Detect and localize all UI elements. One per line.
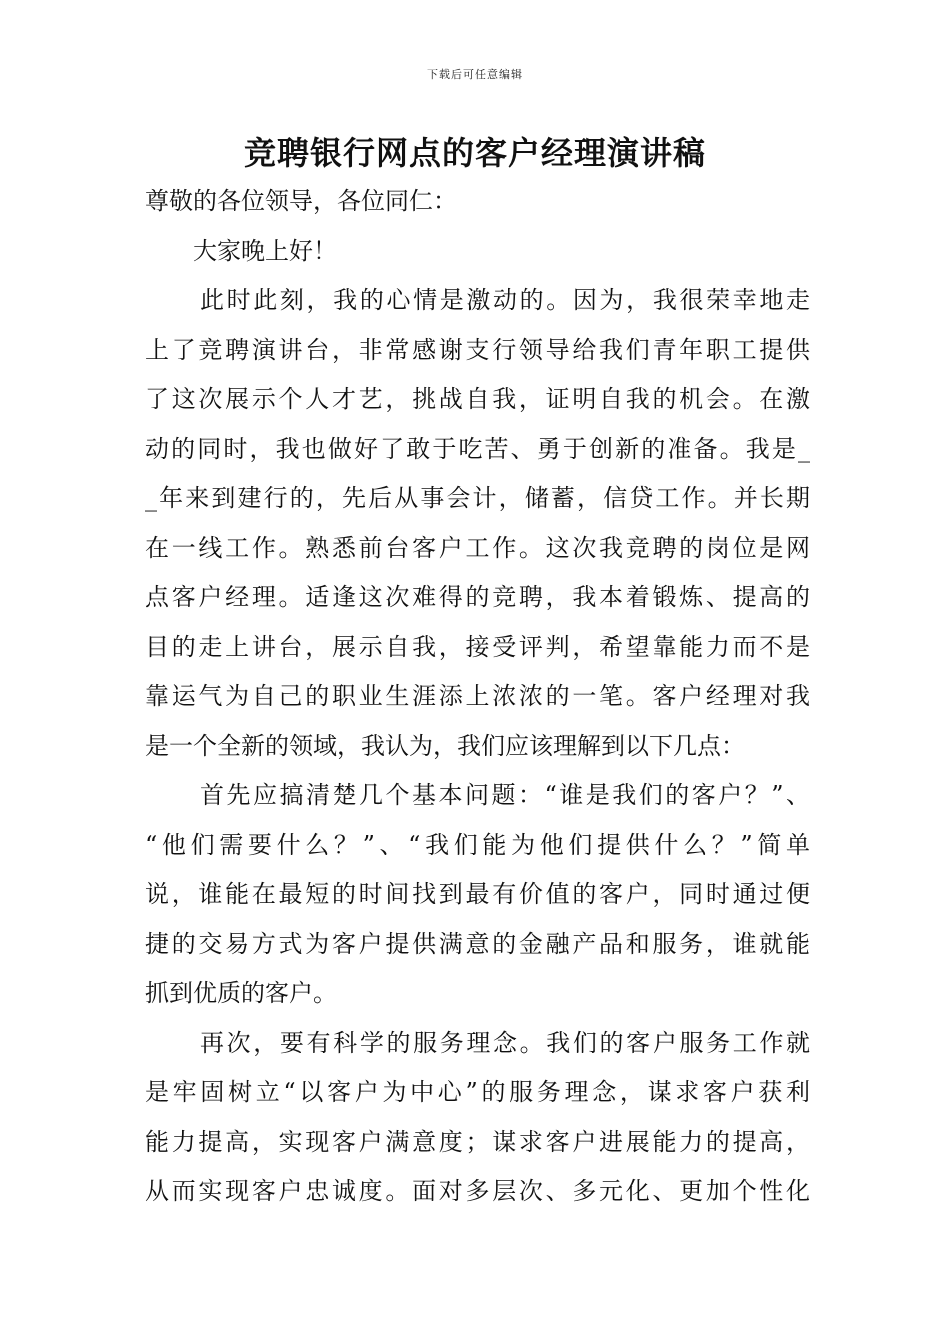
paragraph-1-line-10: 是一个全新的领域，我认为，我们应该理解到以下几点： bbox=[145, 731, 745, 760]
header-note: 下载后可任意编辑 bbox=[427, 68, 523, 81]
paragraph-1-line-9: 靠运气为自己的职业生涯添上浓浓的一笔。客户经理对我 bbox=[145, 682, 810, 710]
paragraph-1-line-5: _年来到建行的，先后从事会计，储蓄，信贷工作。并长期 bbox=[145, 484, 810, 512]
paragraph-3-line-2: 是牢固树立“以客户为中心”的服务理念，谋求客户获利 bbox=[145, 1078, 810, 1106]
paragraph-1-line-7: 点客户经理。适逢这次难得的竞聘，我本着锻炼、提高的 bbox=[145, 583, 810, 611]
paragraph-2-line-1: 首先应搞清楚几个基本问题：“谁是我们的客户？”、 bbox=[200, 781, 810, 809]
paragraph-1-line-8: 目的走上讲台，展示自我，接受评判，希望靠能力而不是 bbox=[145, 632, 810, 661]
salutation-line: 尊敬的各位领导，各位同仁： bbox=[145, 187, 457, 215]
document-title: 竞聘银行网点的客户经理演讲稿 bbox=[243, 134, 706, 172]
paragraph-3-line-4: 从而实现客户忠诚度。面对多层次、多元化、更加个性化 bbox=[145, 1177, 810, 1205]
paragraph-3-line-1: 再次，要有科学的服务理念。我们的客户服务工作就 bbox=[200, 1028, 810, 1057]
paragraph-2-line-4: 捷的交易方式为客户提供满意的金融产品和服务，谁就能 bbox=[145, 929, 810, 958]
paragraph-2-line-5: 抓到优质的客户。 bbox=[145, 979, 337, 1007]
paragraph-3-line-3: 能力提高，实现客户满意度；谋求客户进展能力的提高， bbox=[145, 1127, 810, 1156]
document-body bbox=[145, 177, 810, 1217]
paragraph-2-line-3: 说，谁能在最短的时间找到最有价值的客户，同时通过便 bbox=[145, 880, 810, 908]
paragraph-1-line-2: 上了竞聘演讲台，非常感谢支行领导给我们青年职工提供 bbox=[145, 335, 810, 364]
greeting-line: 大家晚上好！ bbox=[193, 236, 337, 265]
paragraph-1-line-6: 在一线工作。熟悉前台客户工作。这次我竞聘的岗位是网 bbox=[145, 533, 810, 562]
paragraph-1-line-4: 动的同时，我也做好了敢于吃苦、勇于创新的准备。我是_ bbox=[145, 434, 810, 463]
paragraph-2-line-2: “他们需要什么？”、“我们能为他们提供什么？”简单 bbox=[145, 830, 810, 859]
paragraph-1-line-1: 此时此刻，我的心情是激动的。因为，我很荣幸地走 bbox=[200, 286, 810, 314]
paragraph-1-line-3: 了这次展示个人才艺，挑战自我，证明自我的机会。在激 bbox=[145, 385, 810, 413]
